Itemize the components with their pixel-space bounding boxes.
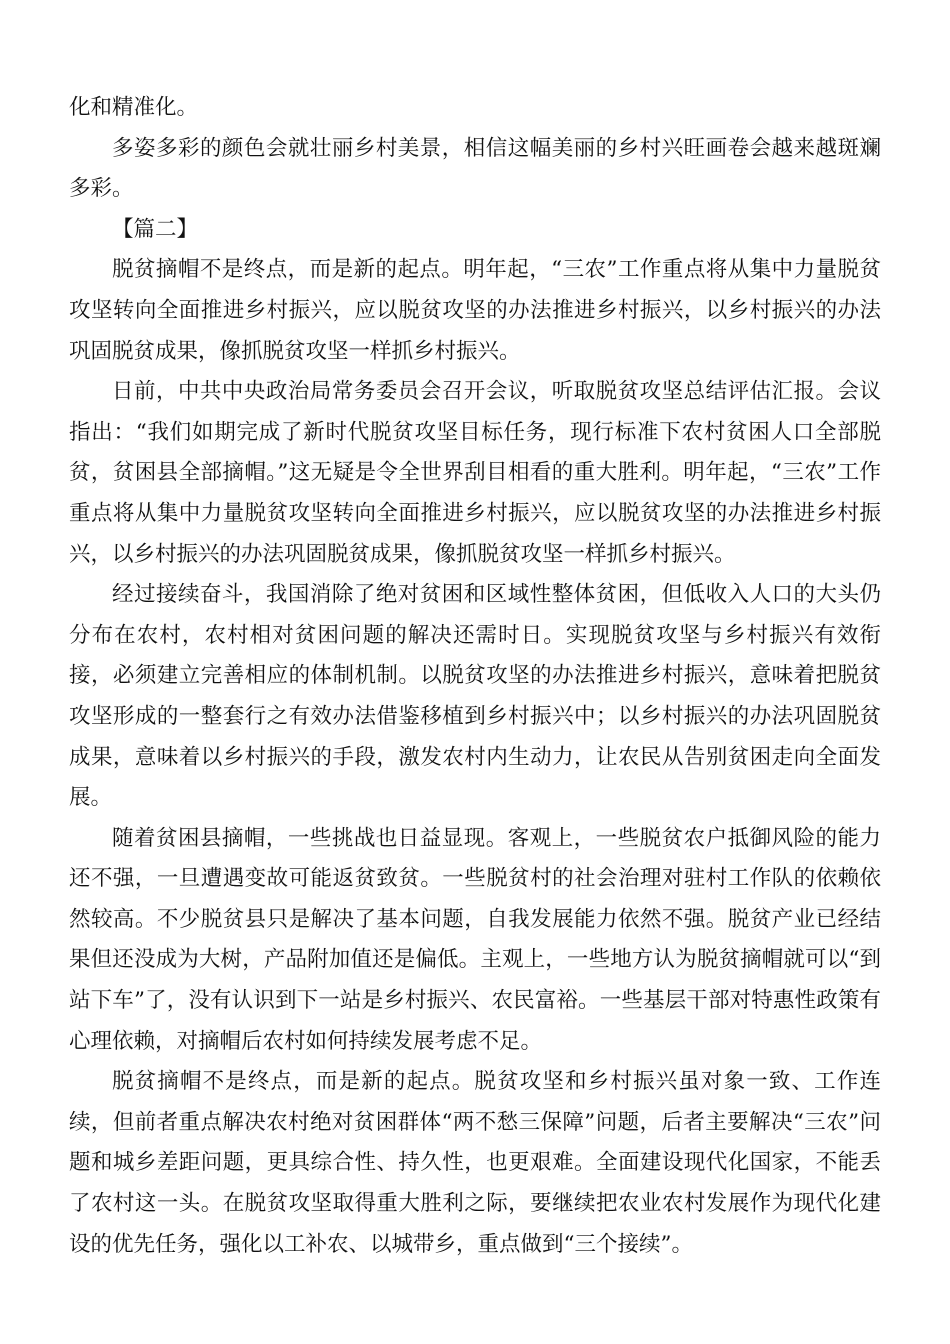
paragraph: 脱贫摘帽不是终点，而是新的起点。明年起，“三农”工作重点将从集中力量脱贫攻坚转向全面推进乡村振兴，应以脱贫攻坚的办法推进乡村振兴，以乡村振兴的办法巩固脱贫成果，像抓脱贫攻坚一样抓乡村振兴。 bbox=[69, 257, 881, 364]
paragraph: 随着贫困县摘帽，一些挑战也日益显现。客观上，一些脱贫农户抵御风险的能力还不强，一旦遭遇变故可能返贫致贫。一些脱贫村的社会治理对驻村工作队的依赖依然较高。不少脱贫县只是解决了基本问题，自我发展能力依然不强。脱贫产业已经结果但还没成为大树，产品附加值还是偏低。主观上，一些地方认为脱贫摘帽就可以“到站下车”了，没有认识到下一站是乡村振兴、农民富裕。一些基层干部对特惠性政策有心理依赖，对摘帽后农村如何持续发展考虑不足。 bbox=[69, 825, 881, 1054]
section-heading: 【篇二】 bbox=[112, 216, 199, 242]
paragraph-continuation: 化和精准化。 bbox=[69, 95, 199, 120]
document-body bbox=[69, 88, 881, 1265]
paragraph: 脱贫摘帽不是终点，而是新的起点。脱贫攻坚和乡村振兴虽对象一致、工作连续，但前者重点解决农村绝对贫困群体“两不愁三保障”问题，后者主要解决“三农”问题和城乡差距问题，更具综合性、持久性，也更艰难。全面建设现代化国家，不能丢了农村这一头。在脱贫攻坚取得重大胜利之际，要继续把农业农村发展作为现代化建设的优先任务，强化以工补农、以城带乡，重点做到“三个接续”。 bbox=[69, 1069, 881, 1257]
paragraph-closing: 多姿多彩的颜色会就壮丽乡村美景，相信这幅美丽的乡村兴旺画卷会越来越斑斓多彩。 bbox=[69, 135, 881, 202]
paragraph: 日前，中共中央政治局常务委员会召开会议，听取脱贫攻坚总结评估汇报。会议指出：“我们如期完成了新时代脱贫攻坚目标任务，现行标准下农村贫困人口全部脱贫，贫困县全部摘帽。”这无疑是令全世界刮目相看的重大胜利。明年起，“三农”工作重点将从集中力量脱贫攻坚转向全面推进乡村振兴，应以脱贫攻坚的办法推进乡村振兴，以乡村振兴的办法巩固脱贫成果，像抓脱贫攻坚一样抓乡村振兴。 bbox=[69, 379, 881, 567]
paragraph: 经过接续奋斗，我国消除了绝对贫困和区域性整体贫困，但低收入人口的大头仍分布在农村，农村相对贫困问题的解决还需时日。实现脱贫攻坚与乡村振兴有效衔接，必须建立完善相应的体制机制。以脱贫攻坚的办法推进乡村振兴，意味着把脱贫攻坚形成的一整套行之有效办法借鉴移植到乡村振兴中；以乡村振兴的办法巩固脱贫成果，意味着以乡村振兴的手段，激发农村内生动力，让农民从告别贫困走向全面发展。 bbox=[69, 582, 881, 811]
